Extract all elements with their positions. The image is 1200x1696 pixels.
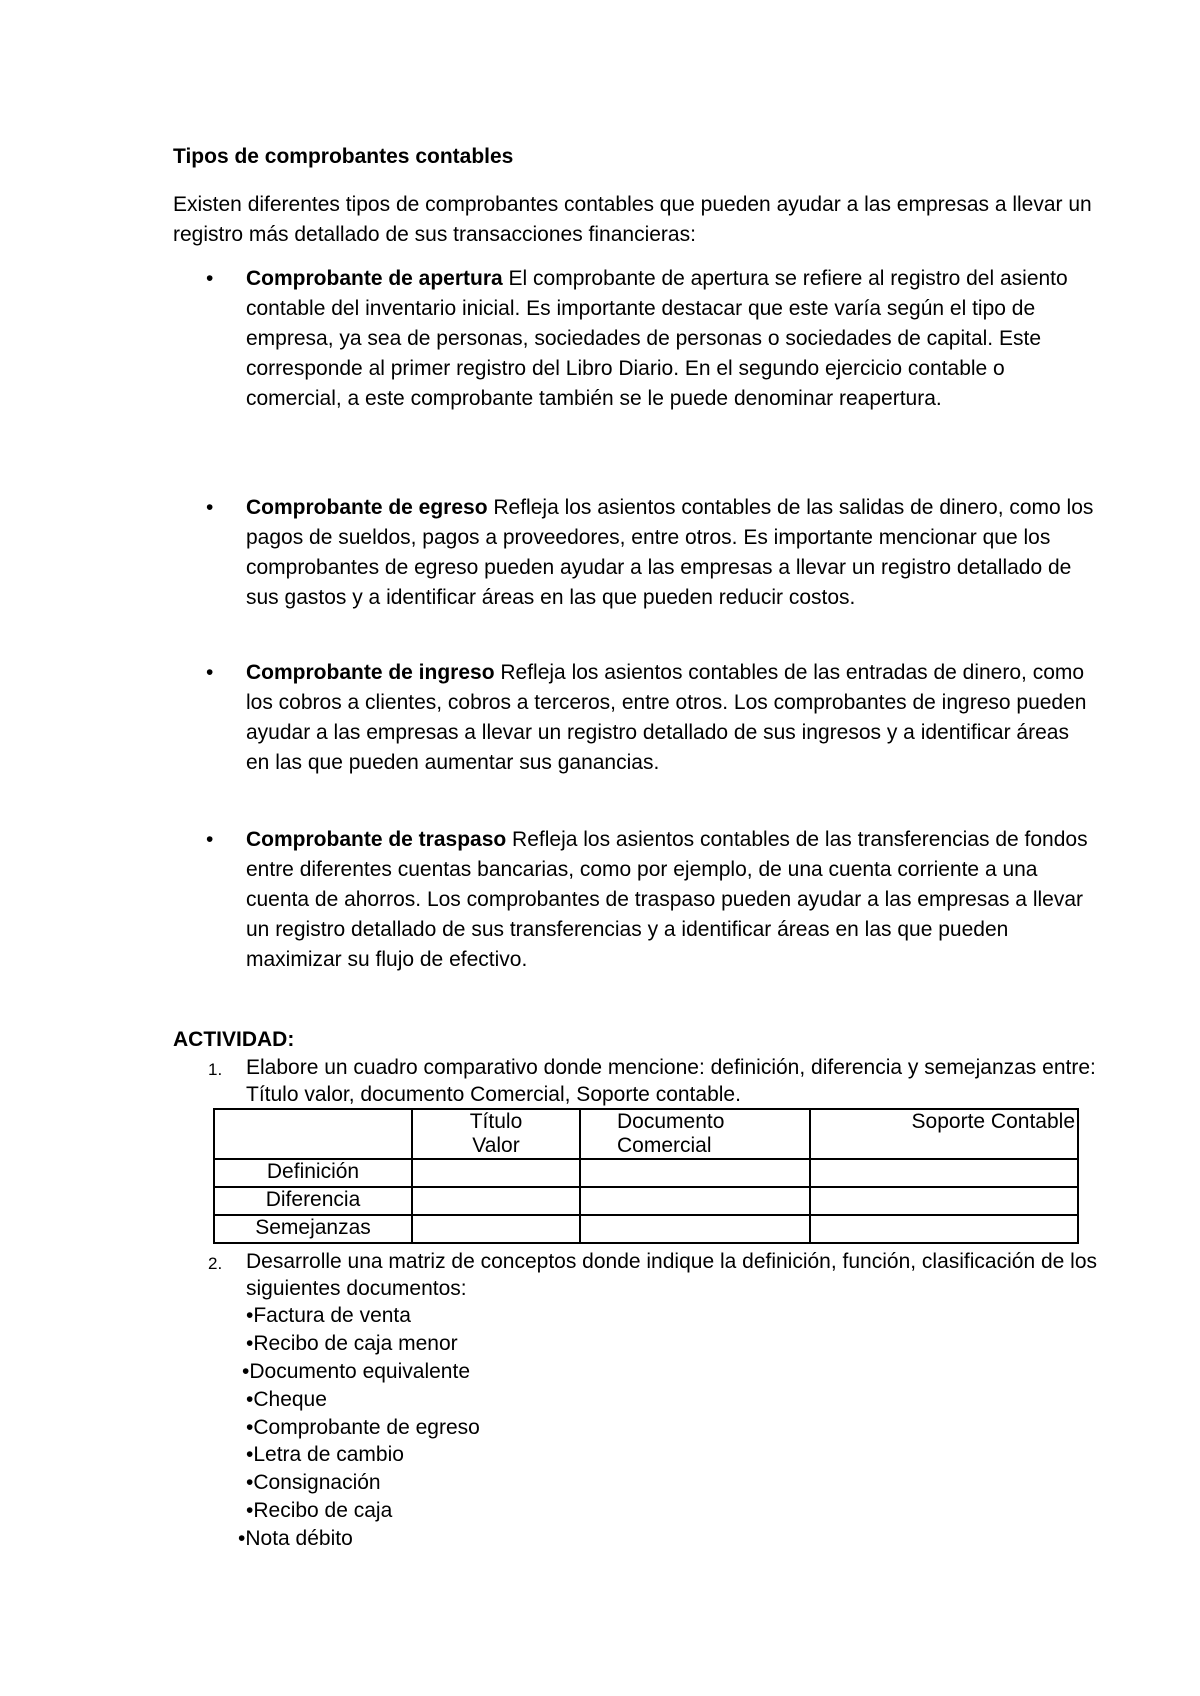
bullet-term: Comprobante de ingreso bbox=[246, 661, 495, 684]
bullet-text: El comprobante de apertura se refiere al registro del asiento contable del inventario inicial. Es importante destacar que este varía según el tipo de empresa, ya sea de personas, sociedades de personas o sociedades de capital. Este corresponde al primer registro del Libro Diario. En el segundo ejercicio contable o comercial, a este comprobante también se le puede denominar reapertura. bbox=[246, 267, 1068, 410]
table-cell[interactable] bbox=[810, 1215, 1078, 1243]
table-header-row bbox=[214, 1109, 1078, 1159]
question-1: Elabore un cuadro comparativo donde mencione: definición, diferencia y semejanzas entre: Título valor, documento Comercial, Soporte contable. bbox=[246, 1056, 1096, 1106]
bullet-text: Refleja los asientos contables de las entradas de dinero, como los cobros a clientes, cobros a terceros, entre otros. Los comprobantes de ingreso pueden ayudar a las empresas a llevar un registro detallado de sus ingresos y a identificar áreas en las que pueden aumentar sus ganancias. bbox=[246, 661, 1087, 774]
table-header-cell: Título Valor bbox=[412, 1109, 580, 1159]
bullet-term: Comprobante de traspaso bbox=[246, 828, 507, 851]
list-item: •Documento equivalente bbox=[242, 1360, 470, 1383]
bullet-marker: • bbox=[206, 661, 214, 684]
comparison-table bbox=[213, 1108, 1079, 1244]
question-number: 2. bbox=[208, 1254, 223, 1273]
table-row bbox=[214, 1159, 1078, 1187]
bullet-marker: • bbox=[206, 496, 214, 519]
list-item: •Consignación bbox=[246, 1471, 381, 1494]
intro-paragraph: Existen diferentes tipos de comprobantes contables que pueden ayudar a las empresas a llevar un registro más detallado de sus transacciones financieras: bbox=[173, 193, 1092, 246]
table-cell[interactable] bbox=[412, 1159, 580, 1187]
table-cell[interactable] bbox=[580, 1187, 810, 1215]
list-item: •Factura de venta bbox=[246, 1304, 411, 1327]
list-item bbox=[246, 825, 1096, 975]
list-item: •Recibo de caja bbox=[246, 1499, 393, 1522]
bullet-term: Comprobante de apertura bbox=[246, 267, 503, 290]
question-2: Desarrolle una matriz de conceptos donde indique la definición, función, clasificación de los siguientes documentos: bbox=[246, 1250, 1098, 1300]
list-item: •Cheque bbox=[246, 1388, 327, 1411]
bullet-text: Refleja los asientos contables de las salidas de dinero, como los pagos de sueldos, pagos a proveedores, entre otros. Es importante mencionar que los comprobantes de egreso pueden ayudar a las empresas a llevar un registro detallado de sus gastos y a identificar áreas en las que pueden reducir costos. bbox=[246, 496, 1094, 609]
table-row-label: Definición bbox=[214, 1159, 412, 1187]
list-item: •Recibo de caja menor bbox=[246, 1332, 458, 1355]
list-item bbox=[246, 658, 1096, 778]
table-row bbox=[214, 1215, 1078, 1243]
table-cell[interactable] bbox=[580, 1159, 810, 1187]
section-title: Tipos de comprobantes contables bbox=[173, 145, 514, 168]
table-row-label: Semejanzas bbox=[214, 1215, 412, 1243]
table-row bbox=[214, 1187, 1078, 1215]
table-row-label: Diferencia bbox=[214, 1187, 412, 1215]
table-cell[interactable] bbox=[412, 1187, 580, 1215]
activity-heading: ACTIVIDAD: bbox=[173, 1028, 295, 1051]
list-item: •Letra de cambio bbox=[246, 1443, 404, 1466]
table-cell[interactable] bbox=[810, 1159, 1078, 1187]
bullet-term: Comprobante de egreso bbox=[246, 496, 488, 519]
table-header-cell bbox=[214, 1109, 412, 1159]
table-header-cell: Documento Comercial bbox=[580, 1109, 810, 1159]
table-cell[interactable] bbox=[580, 1215, 810, 1243]
bullet-marker: • bbox=[206, 267, 214, 290]
list-item: •Nota débito bbox=[238, 1527, 353, 1550]
list-item: •Comprobante de egreso bbox=[246, 1416, 480, 1439]
list-item bbox=[246, 264, 1096, 414]
list-item bbox=[246, 493, 1096, 613]
bullet-text: Refleja los asientos contables de las transferencias de fondos entre diferentes cuentas bancarias, como por ejemplo, de una cuenta corriente a una cuenta de ahorros. Los comprobantes de traspaso pueden ayudar a las empresas a llevar un registro detallado de sus transferencias y a identificar áreas en las que pueden maximizar su flujo de efectivo. bbox=[246, 828, 1088, 971]
table-header-cell: Soporte Contable bbox=[810, 1109, 1078, 1159]
question-number: 1. bbox=[208, 1060, 223, 1079]
table-cell[interactable] bbox=[810, 1187, 1078, 1215]
table-cell[interactable] bbox=[412, 1215, 580, 1243]
bullet-marker: • bbox=[206, 828, 214, 851]
